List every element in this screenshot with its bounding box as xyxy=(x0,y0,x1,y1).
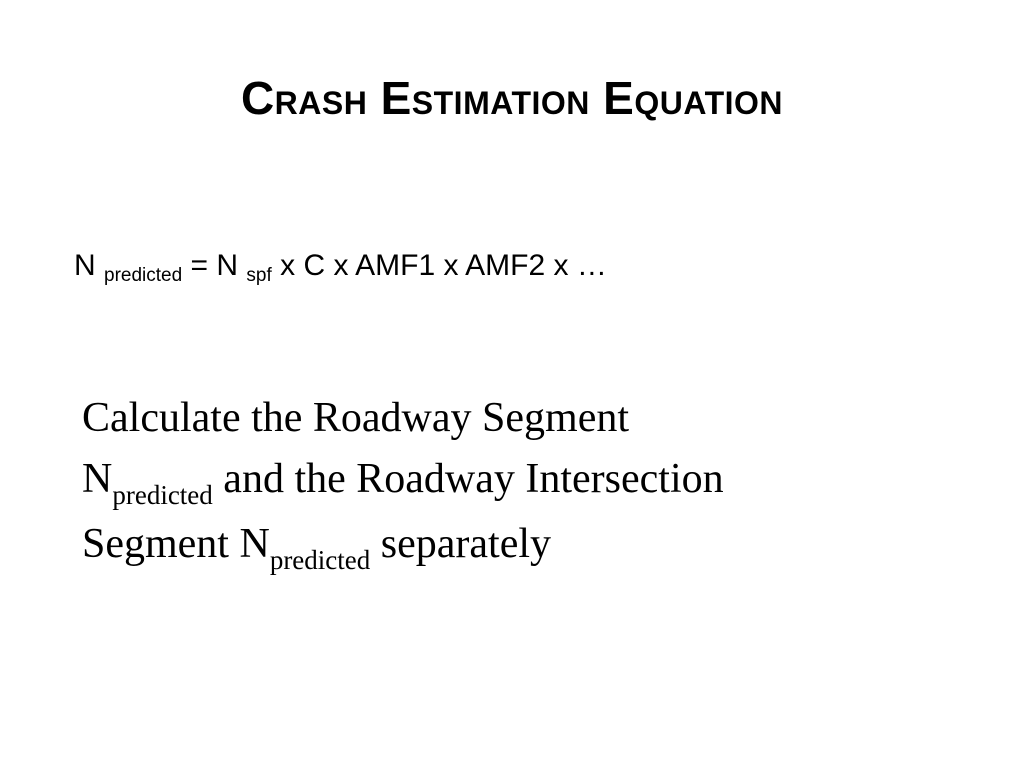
equation-n-spf-symbol: N xyxy=(216,249,239,282)
equation-predicted-subscript: predicted xyxy=(104,265,183,286)
instruction-line-2-text: and the Roadway Intersection xyxy=(223,456,724,502)
instruction-text xyxy=(82,388,962,579)
instruction-line-1 xyxy=(82,388,962,449)
instruction-n-symbol: N xyxy=(82,456,113,502)
instruction-line-3-text: separately xyxy=(380,521,552,567)
instruction-line-3 xyxy=(82,514,962,579)
crash-equation xyxy=(74,244,607,292)
equation-spf-subscript: spf xyxy=(246,265,272,286)
equation-n-predicted-symbol: N xyxy=(74,249,96,282)
instruction-predicted-subscript-2: predicted xyxy=(269,545,371,575)
instruction-line-1-text: Calculate the Roadway Segment xyxy=(82,395,630,441)
equation-equals-sign: = xyxy=(190,249,209,282)
equation-factors: x C x AMF1 x AMF2 x … xyxy=(280,249,607,282)
slide-title: Crash Estimation Equation xyxy=(240,72,784,124)
instruction-predicted-subscript: predicted xyxy=(112,480,213,510)
instruction-line-3-prefix: Segment N xyxy=(82,521,270,567)
instruction-line-2 xyxy=(82,449,962,514)
